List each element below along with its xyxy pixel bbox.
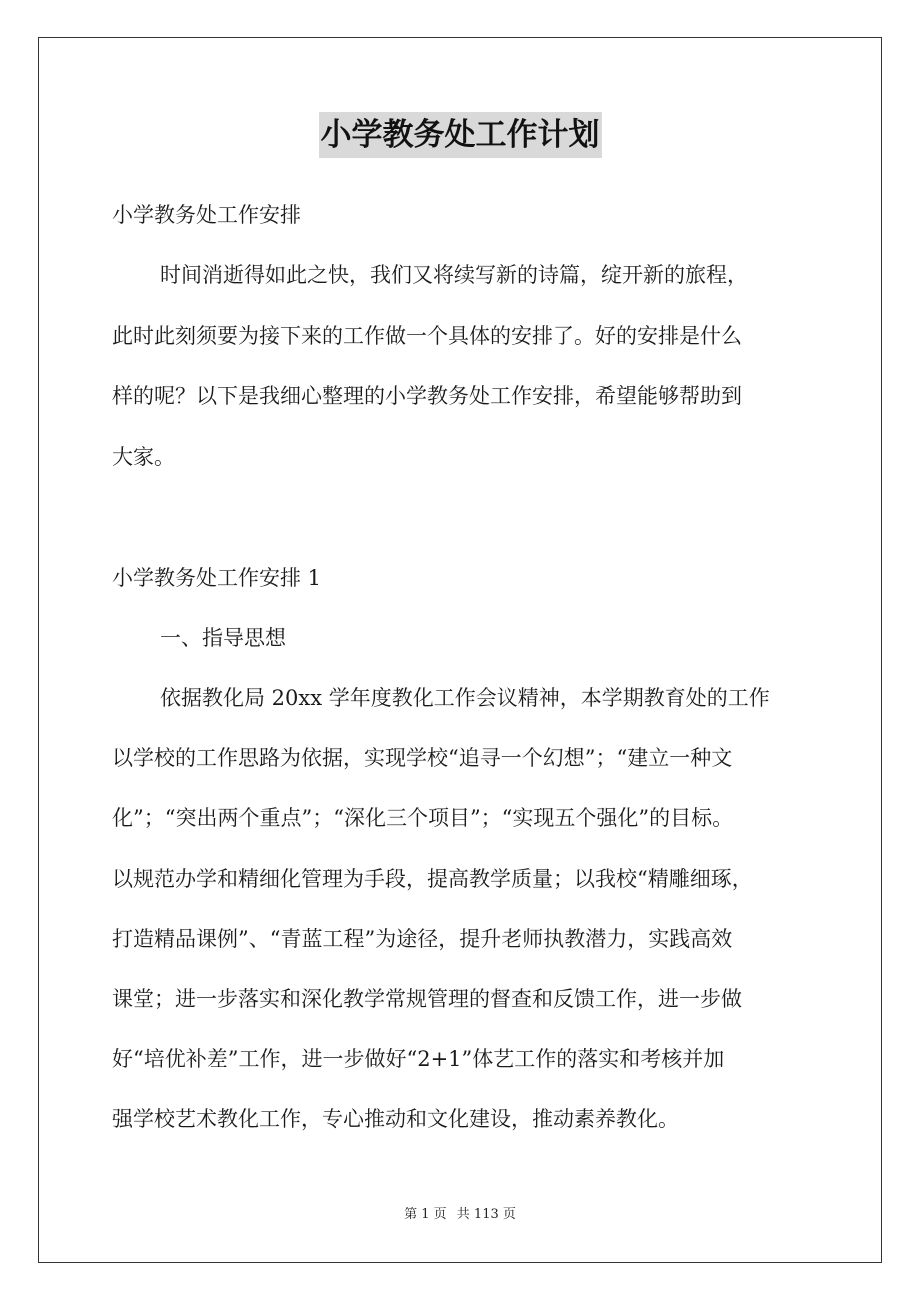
total-pages: 共 113 页: [456, 1207, 516, 1222]
paragraph-line: 样的呢？以下是我细心整理的小学教务处工作安排，希望能够帮助到: [112, 384, 742, 408]
page-footer: [0, 1206, 920, 1224]
paragraph-line: 以规范办学和精细化管理为手段，提高教学质量；以我校“精雕细琢，: [112, 867, 753, 891]
paragraph-line: 时间消逝得如此之快，我们又将续写新的诗篇，绽开新的旅程，: [160, 263, 748, 287]
paragraph-line: 打造精品课例”、“青蓝工程”为途径，提升老师执教潜力，实践高效: [112, 927, 733, 951]
section-heading: 小学教务处工作安排: [112, 203, 301, 227]
paragraph-line: 课堂；进一步落实和深化教学常规管理的督查和反馈工作，进一步做: [112, 987, 742, 1011]
paragraph-line: 好“培优补差”工作，进一步做好“2+1”体艺工作的落实和考核并加: [112, 1047, 725, 1071]
paragraph-line: 化”；“突出两个重点”；“深化三个项目”；“实现五个强化”的目标。: [112, 806, 734, 830]
paragraph-line: 强学校艺术教化工作，专心推动和文化建设，推动素养教化。: [112, 1107, 679, 1131]
paragraph-line: 此时此刻须要为接下来的工作做一个具体的安排了。好的安排是什么: [112, 324, 742, 348]
paragraph-line: 依据教化局 20xx 学年度教化工作会议精神，本学期教育处的工作: [160, 686, 770, 710]
paragraph-line: 以学校的工作思路为依据，实现学校“追寻一个幻想”；“建立一种文: [112, 746, 733, 770]
subsection-heading: 一、指导思想: [160, 626, 286, 650]
page-number: 第 1 页: [404, 1207, 447, 1222]
title-container: [0, 112, 920, 158]
document-title: 小学教务处工作计划: [319, 112, 602, 158]
section-heading: 小学教务处工作安排 1: [112, 566, 322, 590]
paragraph-line: 大家。: [112, 445, 175, 469]
